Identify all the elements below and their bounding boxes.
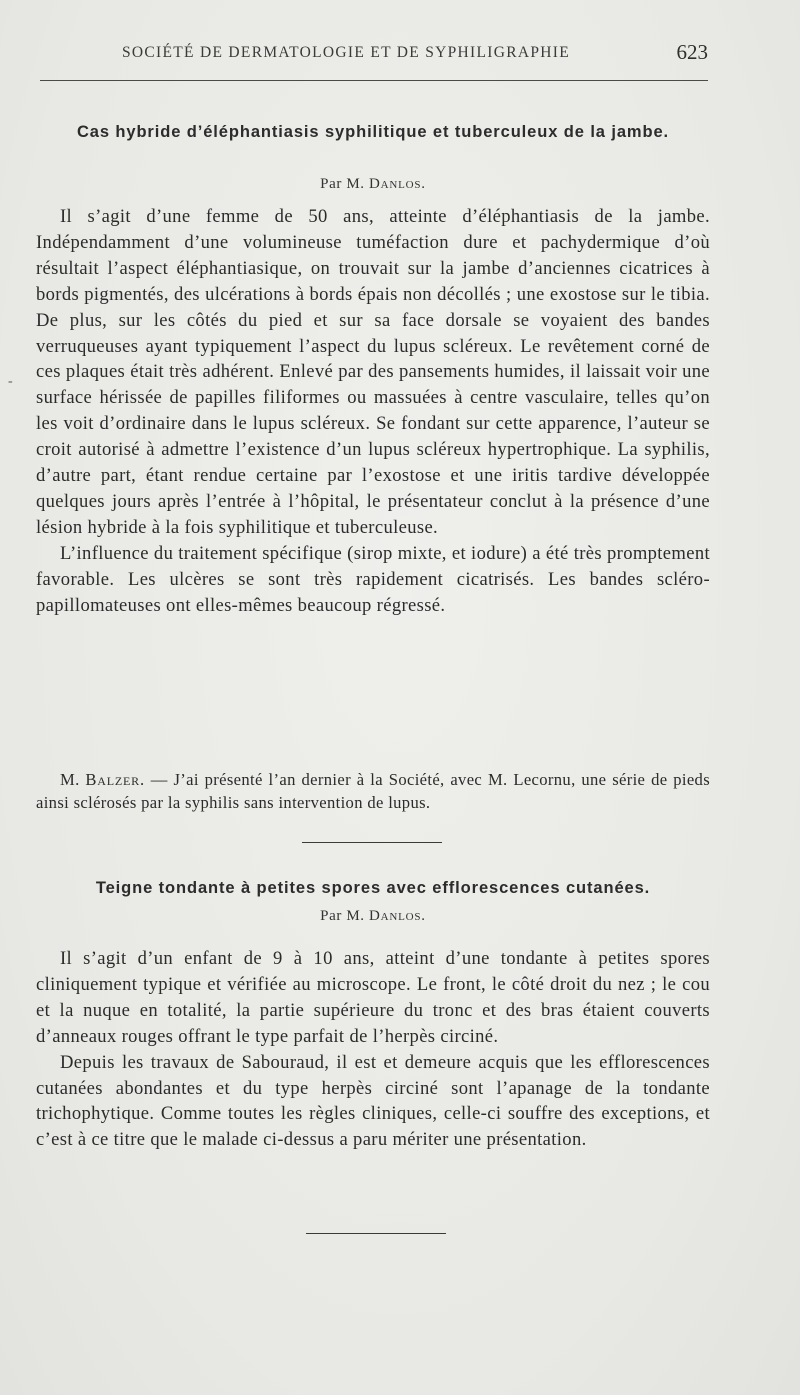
article-2-title-block (36, 876, 710, 900)
running-title: SOCIÉTÉ DE DERMATOLOGIE ET DE SYPHILIGRAPHIE (122, 44, 570, 61)
article-2-paragraph-1: Il s’agit d’un enfant de 9 à 10 ans, atteint d’une tondante à petites spores cliniquement typique et vérifiée au microscope. Le front, le côté droit du nez ; le cou et la nuque en totalité, la partie supérieure du tronc et des bras étaient couverts d’anneaux rouges offrant le type parfait de l’herpès circiné. (36, 948, 710, 1047)
article-2-body (36, 946, 710, 1153)
article-1-paragraph-1: Il s’agit d’une femme de 50 ans, atteinte d’éléphantiasis de la jambe. Indépendamment d’une volumineuse tuméfaction dure et pachydermique d’où résultait l’aspect éléphantiasique, on trouvait sur la jambe d’anciennes cicatrices à bords pigmentés, des ulcérations à bords épais non décollés ; une exostose sur le tibia. De plus, sur les côtés du pied et sur sa face dorsale se voyaient des bandes verruqueuses ayant typiquement l’aspect du lupus scléreux. Le revêtement corné de ces plaques était très adhérent. Enlevé par des pansements humides, il laissait voir une surface hérissée de papilles filiformes ou massuées à centre vasculaire, telles qu’on les voit d’ordinaire dans le lupus scléreux. Se fondant sur cette apparence, l’auteur se croit autorisé à admettre l’existence d’un lupus scléreux hypertrophique. La syphilis, d’autre part, étant rendue certaine par l’exostose et une iritis tardive développée quelques jours après l’entrée à l’hôpital, le présentateur conclut à la présence d’une lésion hybride à la fois syphilitique et tuberculeuse. (36, 206, 710, 538)
article-2-title: Teigne tondante à petites spores avec efflorescences cutanées. (95, 879, 651, 897)
article-2-byline (36, 908, 710, 925)
margin-speck: - (8, 374, 13, 389)
article-1-byline-author: Danlos. (368, 176, 426, 192)
article-1-byline-prefix: Par M. (320, 176, 365, 192)
article-1-body (36, 204, 710, 619)
article-1-paragraph-2: L’influence du traitement spécifique (sirop mixte, et iodure) a été très promptement favorable. Les ulcères se sont très rapidement cicatrisés. Les bandes scléro-papillomateuses ont elles-mêmes beaucoup régressé. (36, 542, 710, 616)
running-head (40, 40, 708, 68)
article-2-byline-author: Danlos. (368, 908, 426, 924)
header-rule (40, 80, 708, 81)
section-separator-2 (306, 1233, 446, 1234)
article-2-byline-prefix: Par M. (320, 908, 365, 924)
discussion-text: — J’ai présenté l’an dernier à la Société, avec M. Lecornu, une série de pieds ainsi sclérosés par la syphilis sans intervention de lupus. (36, 770, 711, 812)
discussion-speaker-name: Balzer. (85, 770, 145, 789)
discussion-note (36, 768, 710, 814)
article-2-paragraph-2: Depuis les travaux de Sabouraud, il est et demeure acquis que les efflorescences cutanées abondantes et du type herpès circiné sont l’apanage de la tondante trichophytique. Comme toutes les règles cliniques, celle-ci souffre des exceptions, et c’est à ce titre que le malade ci-dessus a paru mériter une présentation. (36, 1051, 710, 1151)
article-1-title: Cas hybride d’éléphantiasis syphilitique et tuberculeux de la jambe. (76, 123, 670, 141)
page-number: 623 (676, 40, 708, 64)
discussion-speaker-prefix: M. (60, 770, 80, 789)
article-1-title-block (36, 120, 710, 144)
article-1-byline (36, 176, 710, 193)
section-separator-1 (302, 842, 442, 843)
